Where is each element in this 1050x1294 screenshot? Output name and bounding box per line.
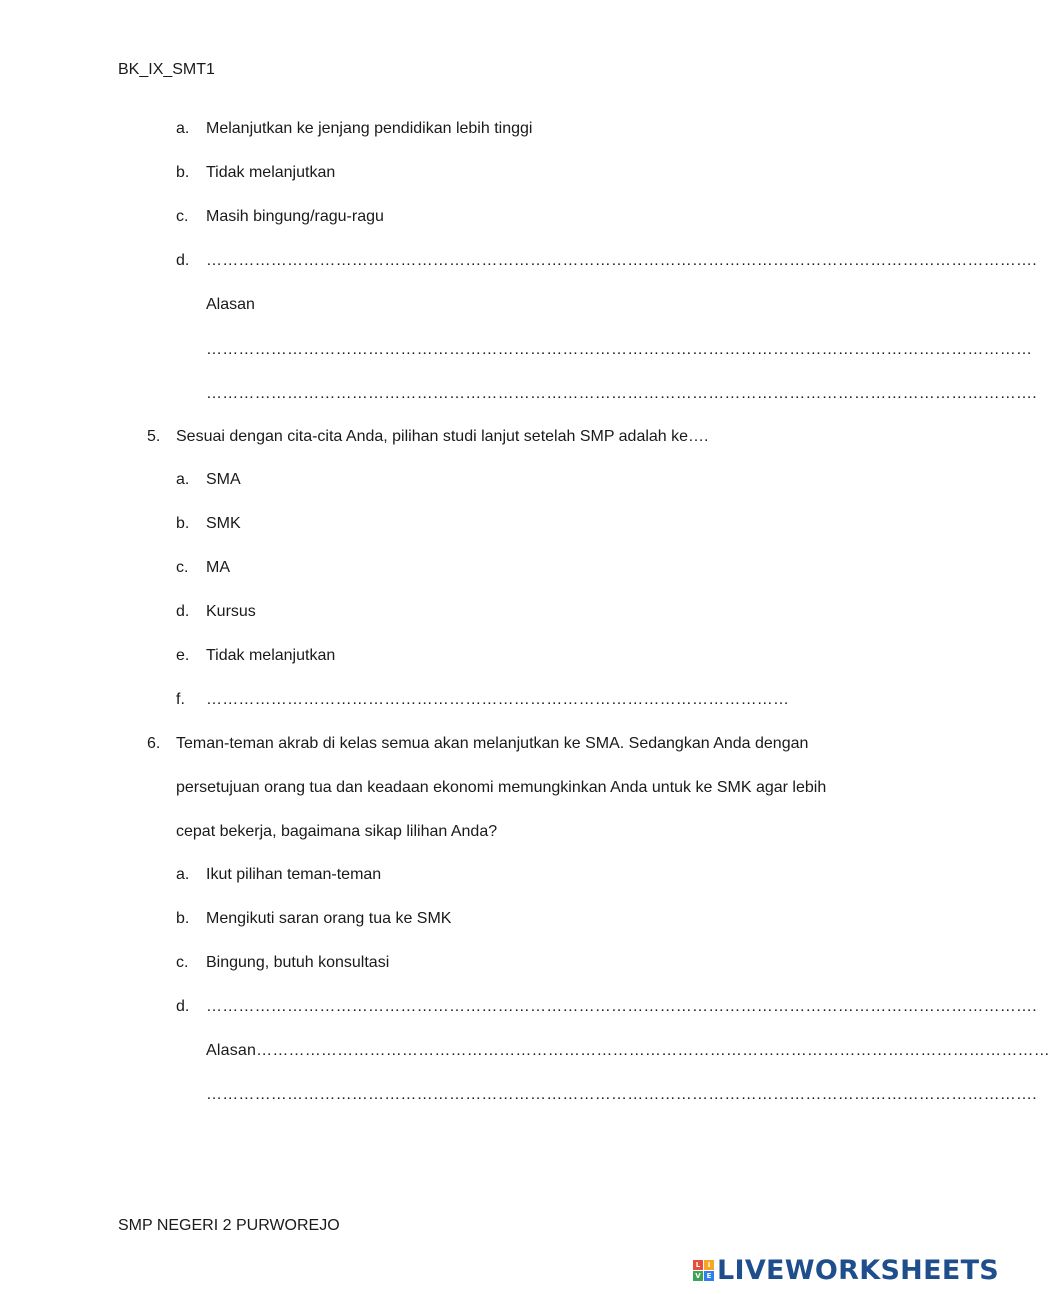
option-marker: c.: [176, 559, 189, 576]
option-text: Bingung, butuh konsultasi: [206, 954, 390, 971]
logo-letter: I: [704, 1260, 714, 1270]
logo-letter: V: [693, 1271, 703, 1281]
option-text: Mengikuti saran orang tua ke SMK: [206, 910, 452, 927]
option-marker: b.: [176, 910, 190, 927]
option-marker: f.: [176, 691, 185, 708]
reason-blank-2[interactable]: ……………………………………………………………………………………………………………………………………….: [206, 1086, 1037, 1103]
option-text: Tidak melanjutkan: [206, 647, 336, 664]
answer-blank[interactable]: ……………………………………………………………………………………………………………………………………….: [206, 252, 1037, 269]
page-header: BK_IX_SMT1: [118, 61, 215, 78]
option-text: SMK: [206, 515, 241, 532]
question-text-line: persetujuan orang tua dan keadaan ekonomi memungkinkan Anda untuk ke SMK agar lebih: [176, 779, 827, 796]
option-marker: b.: [176, 164, 190, 181]
option-marker: c.: [176, 954, 189, 971]
option-marker: a.: [176, 471, 190, 488]
answer-blank[interactable]: ……………………………………………………………………………………………………………………………………….: [206, 998, 1037, 1015]
question-text-line: cepat bekerja, bagaimana sikap lilihan Anda?: [176, 823, 498, 840]
liveworksheets-logo-icon: [693, 1260, 714, 1281]
option-marker: d.: [176, 998, 190, 1015]
question-number: 5.: [147, 428, 161, 445]
option-text: SMA: [206, 471, 241, 488]
reason-blank-2[interactable]: ……………………………………………………………………………………………………………………………………….: [206, 385, 1037, 402]
logo-letter: L: [693, 1260, 703, 1270]
option-marker: d.: [176, 252, 190, 269]
option-marker: c.: [176, 208, 189, 225]
option-text: Kursus: [206, 603, 256, 620]
brand-name: LIVEWORKSHEETS: [717, 1254, 1000, 1286]
option-text: Melanjutkan ke jenjang pendidikan lebih tinggi: [206, 120, 533, 137]
logo-letter: E: [704, 1271, 714, 1281]
question-text-line: Teman-teman akrab di kelas semua akan melanjutkan ke SMA. Sedangkan Anda dengan: [176, 735, 809, 752]
question-number: 6.: [147, 735, 161, 752]
reason-blank-1[interactable]: Alasan…………………………………………………………………………………………………………………………………: [206, 1042, 1050, 1059]
option-text: MA: [206, 559, 230, 576]
page-footer: SMP NEGERI 2 PURWOREJO: [118, 1217, 340, 1234]
option-marker: d.: [176, 603, 190, 620]
option-text: Masih bingung/ragu-ragu: [206, 208, 384, 225]
answer-blank[interactable]: ………………………………………………………………………………………………: [206, 691, 790, 708]
option-text: Ikut pilihan teman-teman: [206, 866, 382, 883]
option-text: Tidak melanjutkan: [206, 164, 336, 181]
question-text: Sesuai dengan cita-cita Anda, pilihan studi lanjut setelah SMP adalah ke….: [176, 428, 709, 445]
option-marker: b.: [176, 515, 190, 532]
reason-label: Alasan: [206, 296, 255, 313]
option-marker: a.: [176, 120, 190, 137]
reason-blank-1[interactable]: ………………………………………………………………………………………………………………………………………: [206, 341, 1033, 358]
option-marker: e.: [176, 647, 190, 664]
option-marker: a.: [176, 866, 190, 883]
liveworksheets-logo[interactable]: [693, 1254, 999, 1286]
